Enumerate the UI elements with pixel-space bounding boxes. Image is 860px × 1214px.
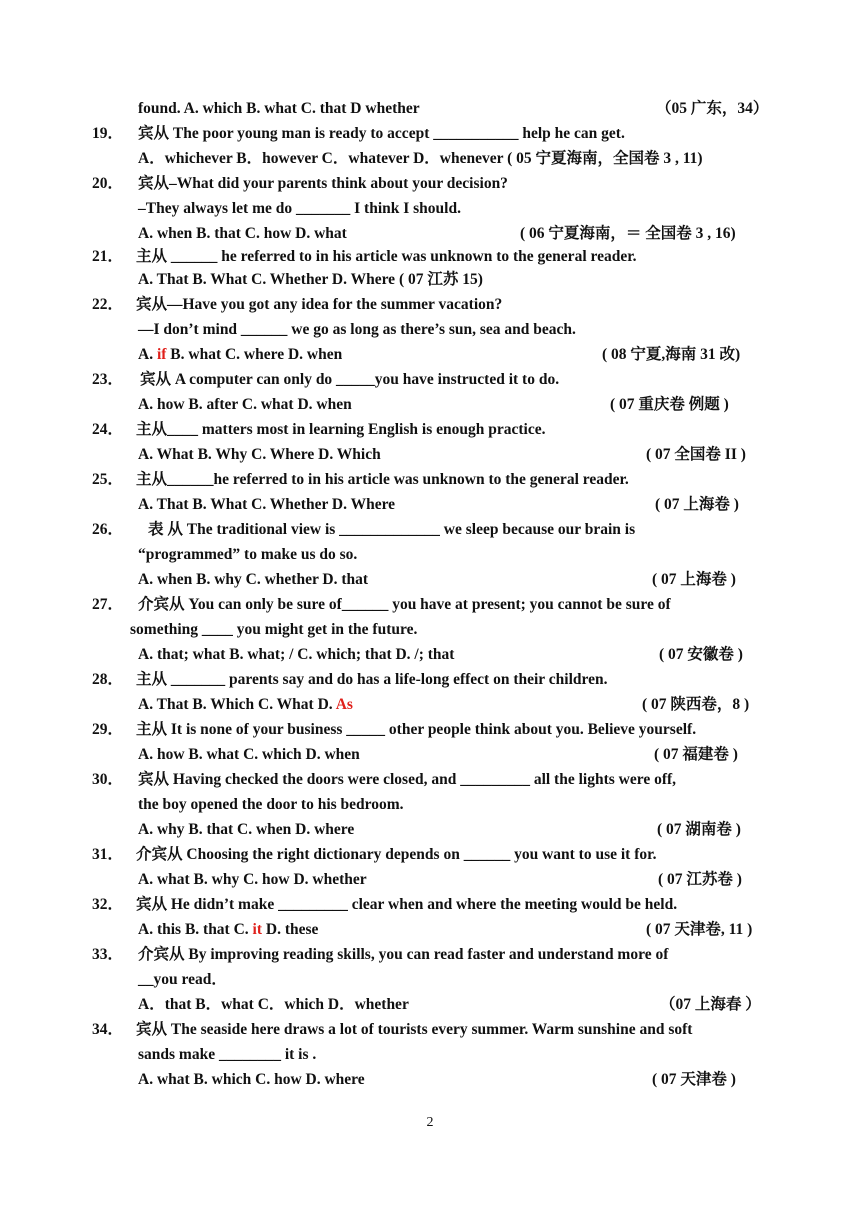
text-line (138, 571, 368, 589)
question-number: 24． (92, 421, 124, 438)
text-line (138, 496, 395, 514)
text-line (136, 721, 696, 739)
text-span: 宾从 Having checked the doors were closed, and _________ all the lights were off, (138, 771, 677, 788)
question-number: 34． (92, 1021, 124, 1038)
question-number: 26． (92, 521, 124, 538)
text-span: 主从 _______ parents say and do has a life-long effect on their children. (136, 671, 608, 688)
text-span: 宾从 The seaside here draws a lot of tourists every summer. Warm sunshine and soft (136, 1021, 693, 1038)
question-number: 20． (92, 175, 124, 192)
source-citation: ( 07 上海卷 ) (655, 496, 739, 513)
answer-highlight: if (156, 346, 167, 363)
text-line (138, 1046, 316, 1064)
text-span: A. what B. which C. how D. where (138, 1071, 365, 1088)
source-citation: ( 07 福建卷 ) (654, 746, 738, 763)
text-line (138, 796, 404, 814)
question-number: 30． (92, 771, 124, 788)
answer-highlight: it (252, 921, 263, 938)
text-span: A. how B. after C. what D. when (138, 396, 352, 413)
text-line (138, 946, 668, 964)
question-number: 22． (92, 296, 124, 313)
source-citation: ( 07 上海卷 ) (652, 571, 736, 588)
question-number: 23． (92, 371, 124, 388)
text-line (136, 296, 502, 314)
text-span: sands make ________ it is . (138, 1046, 317, 1063)
text-span: A. how B. what C. which D. when (138, 746, 360, 763)
text-line (138, 821, 354, 839)
text-line (138, 996, 409, 1014)
text-span: 主从 ______ he referred to in his article was unknown to the general reader. (136, 248, 637, 265)
text-span: __you read． (138, 971, 227, 988)
text-span: A. That B. Which C. What D. (138, 696, 336, 713)
answer-highlight: As (335, 696, 353, 713)
text-span: A．that B．what C．which D．whether (138, 996, 409, 1013)
source-citation: ( 07 安徽卷 ) (659, 646, 743, 663)
text-line (140, 371, 559, 389)
text-span: 主从 It is none of your business _____ other people think about you. Believe yourself. (136, 721, 697, 738)
text-line (136, 471, 629, 489)
source-citation: ( 07 天津卷, 11 ) (646, 921, 753, 938)
text-line (136, 671, 607, 689)
source-citation: ( 07 重庆卷 例题 ) (610, 396, 729, 413)
text-span: A. when B. that C. how D. what (138, 225, 347, 242)
text-line (138, 921, 318, 939)
text-span: 表 从 The traditional view is _____________ we sleep because our brain is (148, 521, 636, 538)
text-line (138, 1071, 365, 1089)
question-number: 33． (92, 946, 124, 963)
text-line (138, 771, 676, 789)
text-line (138, 596, 671, 614)
text-line (148, 521, 635, 539)
text-span: “programmed” to make us do so. (138, 546, 358, 563)
source-citation: ( 07 湖南卷 ) (657, 821, 741, 838)
text-span: 介宾从 Choosing the right dictionary depends on ______ you want to use it for. (136, 846, 657, 863)
text-span: 宾从 He didn’t make _________ clear when and where the meeting would be held. (136, 896, 678, 913)
question-number: 27． (92, 596, 124, 613)
text-span: something ____ you might get in the future. (130, 621, 418, 638)
text-line (138, 271, 483, 289)
text-line (138, 546, 357, 564)
text-line (138, 646, 454, 664)
question-number: 19． (92, 125, 124, 142)
text-span: A. that; what B. what; / C. which; that D. /; that (138, 646, 455, 663)
text-line (138, 225, 347, 243)
text-line (136, 1021, 692, 1039)
source-citation: ( 07 天津卷 ) (652, 1071, 736, 1088)
text-span: A. why B. that C. when D. where (138, 821, 355, 838)
text-span: A．whichever B．however C．whatever D．whenever ( 05 宁夏海南，全国卷 3 , 11) (138, 150, 703, 167)
text-span: 主从______he referred to in his article was unknown to the general reader. (136, 471, 629, 488)
text-line (138, 100, 420, 118)
text-span: A. That B. What C. Whether D. Where (138, 496, 396, 513)
text-span: A. (138, 346, 157, 363)
text-span: 介宾从 By improving reading skills, you can read faster and understand more of (138, 946, 669, 963)
question-number: 32． (92, 896, 124, 913)
text-span: the boy opened the door to his bedroom. (138, 796, 404, 813)
source-citation: ( 07 全国卷 II ) (646, 446, 746, 463)
text-span: A. what B. why C. how D. whether (138, 871, 367, 888)
text-line (138, 696, 353, 714)
source-citation: ( 06 宁夏海南，＝ 全国卷 3 , 16) (520, 225, 736, 242)
text-span: 宾从 A computer can only do _____you have instructed it to do. (140, 371, 560, 388)
text-span: D. these (262, 921, 319, 938)
question-number: 31． (92, 846, 124, 863)
text-span: —I don’t mind ______ we go as long as there’s sun, sea and beach. (138, 321, 576, 338)
text-span: A. What B. Why C. Where D. Which (138, 446, 381, 463)
text-span: B. what C. where D. when (166, 346, 343, 363)
text-span: 宾从–What did your parents think about your decision? (138, 175, 508, 192)
page-number: 2 (426, 1115, 434, 1130)
text-line (138, 150, 703, 168)
source-citation: （05 广东，34） (656, 100, 769, 117)
text-span: 主从____ matters most in learning English is enough practice. (136, 421, 546, 438)
text-line (138, 200, 461, 218)
text-line (136, 421, 545, 439)
text-line (138, 125, 625, 143)
source-citation: ( 08 宁夏,海南 31 改) (602, 346, 741, 363)
question-number: 28． (92, 671, 124, 688)
source-citation: ( 07 陕西卷，8 ) (642, 696, 750, 713)
text-line (138, 396, 352, 414)
text-line (138, 871, 367, 889)
question-number: 29． (92, 721, 124, 738)
text-line (130, 621, 417, 639)
text-line (138, 746, 360, 764)
source-citation: ( 07 江苏卷 ) (658, 871, 742, 888)
question-number: 21． (92, 248, 124, 265)
text-line (138, 175, 508, 193)
text-span: 宾从—Have you got any idea for the summer vacation? (136, 296, 503, 313)
text-line (136, 896, 677, 914)
text-line (138, 321, 576, 339)
text-span: A. this B. that C. (138, 921, 253, 938)
text-span: 宾从 The poor young man is ready to accept ___________ help he can get. (138, 125, 625, 142)
text-line (136, 248, 637, 266)
question-number: 25． (92, 471, 124, 488)
text-line (138, 346, 342, 364)
text-span: 介宾从 You can only be sure of______ you have at present; you cannot be sure of (138, 596, 671, 613)
source-citation: （07 上海春 ） (660, 996, 761, 1013)
text-span: –They always let me do _______ I think I should. (138, 200, 461, 217)
text-span: A. when B. why C. whether D. that (138, 571, 369, 588)
text-line (136, 846, 656, 864)
text-span: A. That B. What C. Whether D. Where ( 07 江苏 15) (138, 271, 483, 288)
text-span: found. A. which B. what C. that D whether (138, 100, 420, 117)
text-line (138, 971, 227, 989)
text-line (138, 446, 381, 464)
